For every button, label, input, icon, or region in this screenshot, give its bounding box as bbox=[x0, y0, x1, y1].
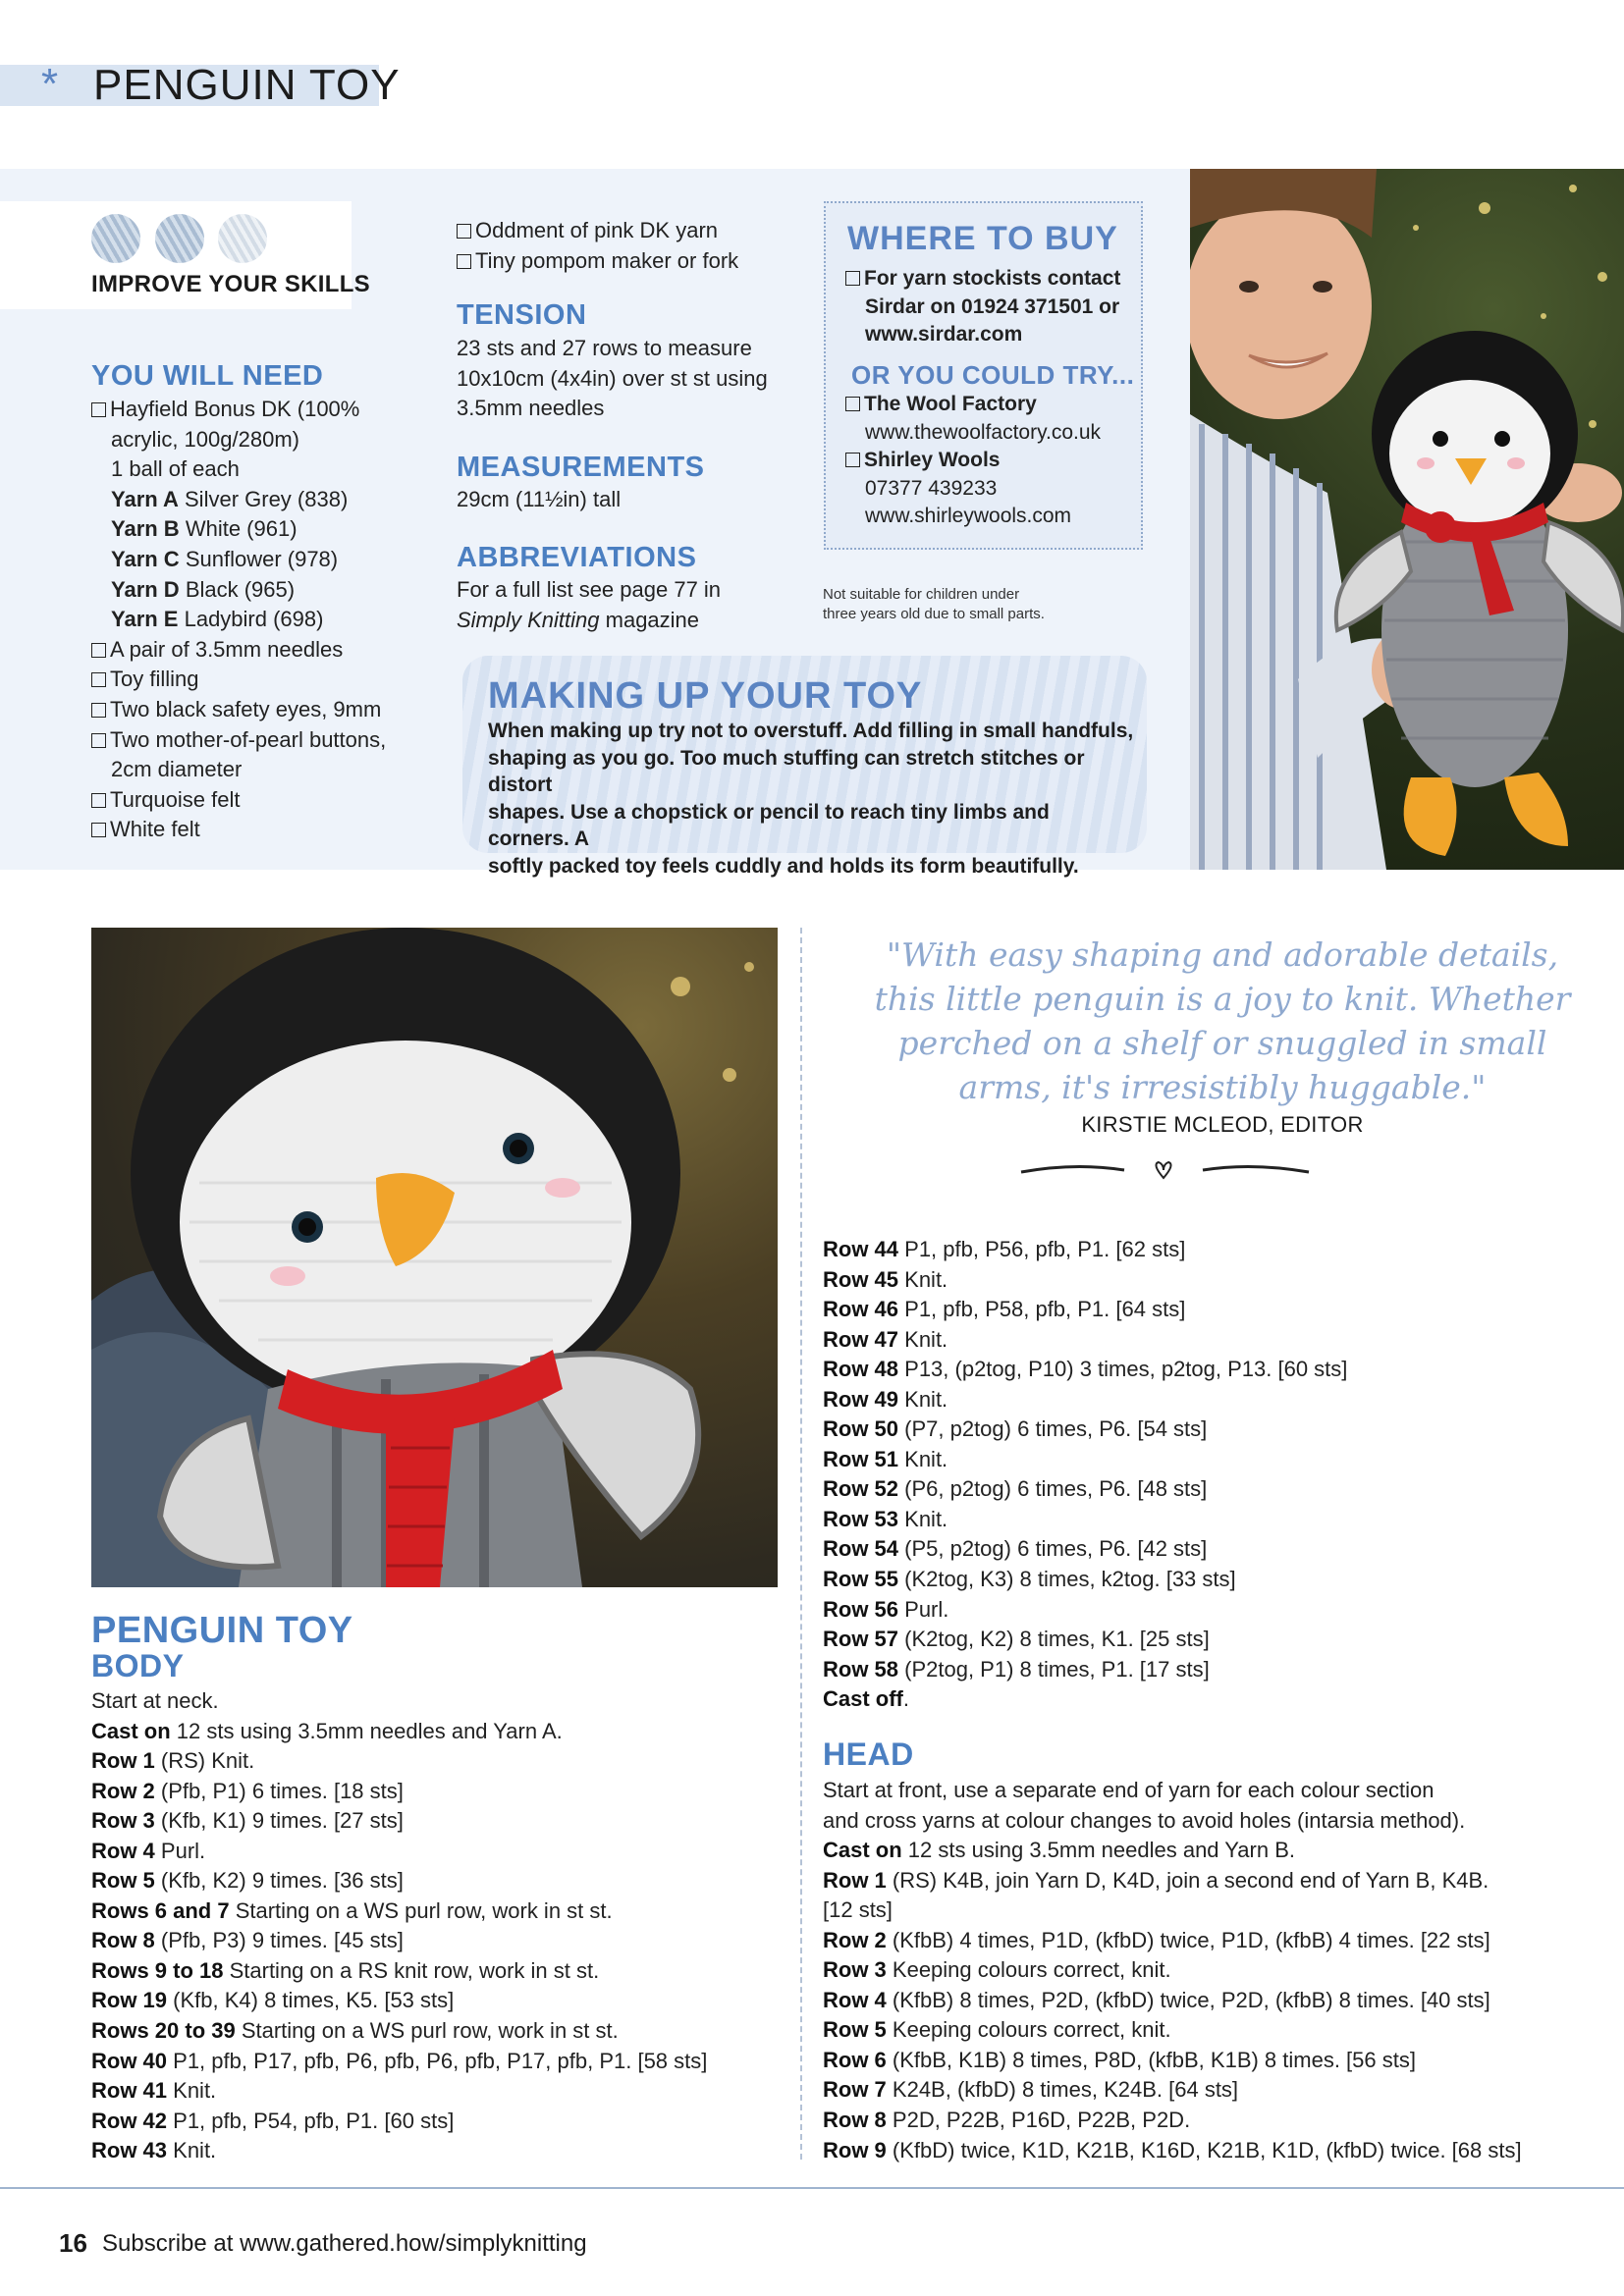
row-label: Row 57 bbox=[823, 1627, 899, 1652]
instruction-row bbox=[91, 2076, 788, 2107]
instruction-row bbox=[823, 1955, 1608, 1986]
instruction-row bbox=[91, 1956, 788, 1987]
row-text: Purl. bbox=[898, 1596, 949, 1622]
row-text: (KfbB) 4 times, P1D, (kfbD) twice, P1D, (kfbB) 4 times. [22 sts] bbox=[886, 1927, 1490, 1952]
photo-boy-holding-penguin bbox=[1190, 169, 1624, 870]
row-text: Start at neck. bbox=[91, 1688, 219, 1713]
row-text: (P6, p2tog) 6 times, P6. [48 sts] bbox=[898, 1476, 1208, 1502]
instruction-row bbox=[823, 1655, 1608, 1685]
alternative-stockists bbox=[845, 391, 1140, 531]
row-text: (P5, p2tog) 6 times, P6. [42 sts] bbox=[898, 1536, 1208, 1562]
material-text: A pair of 3.5mm needles bbox=[110, 636, 344, 662]
row-text: Starting on a RS knit row, work in st st. bbox=[223, 1957, 600, 1983]
pattern-title: PENGUIN TOY bbox=[91, 1610, 353, 1651]
material-text: Hayfield Bonus DK (100% bbox=[110, 397, 360, 421]
row-text: (KfbB) 8 times, P2D, (kfbD) twice, P2D, (kfbB) 8 times. [40 sts] bbox=[886, 1987, 1490, 2012]
abbreviations-line: Simply Knitting magazine bbox=[457, 607, 700, 632]
stockist-detail: 07377 439233 bbox=[865, 476, 998, 500]
skills-label: IMPROVE YOUR SKILLS bbox=[91, 271, 370, 297]
material-item bbox=[91, 395, 406, 425]
material-item bbox=[91, 605, 406, 635]
footer-rule bbox=[0, 2187, 1624, 2189]
row-text: Knit. bbox=[898, 1446, 948, 1471]
checkbox-icon bbox=[845, 397, 860, 411]
instruction-row bbox=[823, 1534, 1608, 1565]
material-text: 2cm diameter bbox=[111, 757, 243, 782]
row-text: (RS) Knit. bbox=[154, 1748, 255, 1774]
row-text: (RS) K4B, join Yarn D, K4D, join a second end of Yarn B, K4B. bbox=[886, 1867, 1489, 1893]
measurements-heading: MEASUREMENTS bbox=[457, 452, 705, 483]
row-text: (Kfb, K1) 9 times. [27 sts] bbox=[154, 1808, 404, 1834]
stockist-text: www.sirdar.com bbox=[865, 323, 1023, 346]
material-item bbox=[91, 695, 406, 725]
instruction-row bbox=[91, 2047, 788, 2077]
row-text: [12 sts] bbox=[823, 1897, 893, 1923]
row-label: Row 44 bbox=[823, 1237, 899, 1261]
stockist-text: Sirdar on 01924 371501 or bbox=[865, 294, 1120, 318]
instruction-row bbox=[823, 1385, 1608, 1415]
body-instructions bbox=[91, 1686, 788, 2166]
row-label: Row 49 bbox=[823, 1386, 899, 1412]
tension-heading: TENSION bbox=[457, 299, 587, 331]
making-up-heading: MAKING UP YOUR TOY bbox=[488, 675, 923, 717]
row-label: Row 42 bbox=[91, 2108, 168, 2133]
yarn-label: Yarn A bbox=[111, 486, 179, 511]
row-label: Row 46 bbox=[823, 1297, 899, 1322]
row-label: Row 47 bbox=[823, 1326, 899, 1352]
row-label: Row 5 bbox=[91, 1868, 155, 1894]
row-label: Row 9 bbox=[823, 2137, 887, 2163]
yarn-ball-icon bbox=[91, 214, 140, 263]
material-item bbox=[91, 665, 406, 695]
instruction-row bbox=[823, 1595, 1608, 1626]
instruction-row bbox=[91, 2136, 788, 2166]
instruction-row bbox=[91, 1926, 788, 1956]
instruction-row bbox=[823, 1836, 1608, 1866]
instruction-row bbox=[91, 1717, 788, 1747]
row-label: Cast on bbox=[91, 1718, 171, 1743]
instruction-row bbox=[91, 1866, 788, 1896]
row-label: Row 55 bbox=[823, 1567, 899, 1592]
instruction-row bbox=[91, 1986, 788, 2016]
row-text: (KfbD) twice, K1D, K21B, K16D, K21B, K1D, (kfbD) twice. [68 sts] bbox=[886, 2137, 1522, 2163]
abbreviations-text bbox=[457, 575, 790, 635]
checkbox-icon bbox=[457, 254, 471, 269]
material-item bbox=[91, 545, 406, 575]
row-label: Row 4 bbox=[91, 1838, 155, 1863]
body-instructions-continued bbox=[823, 1235, 1608, 1715]
making-up-line: softly packed toy feels cuddly and holds its form beautifully. bbox=[488, 854, 1079, 878]
row-label: Row 41 bbox=[91, 2078, 168, 2104]
instruction-row bbox=[823, 1505, 1608, 1535]
row-text: Starting on a WS purl row, work in st st. bbox=[235, 2018, 619, 2044]
instruction-row bbox=[91, 1777, 788, 1807]
column-divider bbox=[800, 928, 802, 2160]
measurement-line: 29cm (11½in) tall bbox=[457, 487, 622, 511]
instruction-row bbox=[823, 1325, 1608, 1356]
safety-note-line: Not suitable for children under bbox=[823, 586, 1020, 603]
instruction-row bbox=[823, 1565, 1608, 1595]
stockist-text: For yarn stockists contact bbox=[864, 267, 1121, 290]
row-label: Row 56 bbox=[823, 1596, 899, 1622]
row-text: (K2tog, K3) 8 times, k2tog. [33 sts] bbox=[898, 1567, 1236, 1592]
material-item bbox=[91, 575, 406, 606]
row-label: Cast off bbox=[823, 1686, 903, 1712]
checkbox-icon bbox=[845, 271, 860, 286]
stockist-detail: www.shirleywools.com bbox=[865, 505, 1072, 527]
instruction-row bbox=[823, 1445, 1608, 1475]
material-text: Black (965) bbox=[179, 576, 296, 602]
page-title: PENGUIN TOY bbox=[93, 61, 401, 109]
tension-line: 3.5mm needles bbox=[457, 396, 605, 421]
row-label: Rows 9 to 18 bbox=[91, 1957, 224, 1983]
row-text: (K2tog, K2) 8 times, K1. [25 sts] bbox=[898, 1627, 1210, 1652]
row-text: (Kfb, K2) 9 times. [36 sts] bbox=[154, 1868, 404, 1894]
tension-text bbox=[457, 334, 790, 424]
checkbox-icon bbox=[845, 453, 860, 467]
instruction-row bbox=[823, 1625, 1608, 1655]
row-label: Row 8 bbox=[823, 2108, 887, 2133]
abbreviations-line: For a full list see page 77 in bbox=[457, 577, 722, 602]
material-text: White felt bbox=[110, 817, 200, 842]
checkbox-icon bbox=[457, 224, 471, 239]
material-item bbox=[457, 216, 781, 246]
row-text: (Pfb, P3) 9 times. [45 sts] bbox=[154, 1928, 404, 1953]
row-label: Row 51 bbox=[823, 1446, 899, 1471]
row-text: (KfbB, K1B) 8 times, P8D, (kfbB, K1B) 8 times. [56 sts] bbox=[886, 2047, 1416, 2072]
instruction-row bbox=[91, 2107, 788, 2137]
making-up-line: When making up try not to overstuff. Add filling in small handfuls, bbox=[488, 720, 1134, 742]
instruction-row bbox=[823, 1474, 1608, 1505]
safety-note bbox=[823, 585, 1045, 624]
row-text: Starting on a WS purl row, work in st st. bbox=[229, 1897, 613, 1923]
alternatives-heading: OR YOU COULD TRY... bbox=[851, 360, 1135, 390]
material-text: Turquoise felt bbox=[110, 786, 241, 812]
row-text: . bbox=[902, 1686, 910, 1712]
instruction-row bbox=[91, 1746, 788, 1777]
making-up-line: shapes. Use a chopstick or pencil to reach tiny limbs and corners. A bbox=[488, 800, 1050, 850]
row-text: P2D, P22B, P16D, P22B, P2D. bbox=[886, 2108, 1191, 2133]
row-label: Row 3 bbox=[91, 1808, 155, 1834]
yarn-ball-icon bbox=[155, 214, 204, 263]
photo-penguin-closeup bbox=[91, 928, 778, 1587]
material-text: Ladybird (698) bbox=[178, 607, 324, 632]
magazine-name: Simply Knitting bbox=[457, 607, 600, 632]
making-up-line: shaping as you go. Too much stuffing can stretch stitches or distort bbox=[488, 746, 1085, 796]
material-text: Toy filling bbox=[110, 667, 199, 692]
material-text: Two black safety eyes, 9mm bbox=[110, 696, 382, 721]
quote-attribution: KIRSTIE MCLEOD, EDITOR bbox=[1081, 1112, 1364, 1137]
instruction-row bbox=[823, 1295, 1608, 1325]
instruction-row bbox=[823, 1355, 1608, 1385]
instruction-row bbox=[823, 1415, 1608, 1445]
stockist-name bbox=[845, 447, 1140, 475]
stockist-contact bbox=[845, 265, 1140, 349]
checkbox-icon bbox=[91, 733, 106, 748]
yarn-label: Yarn D bbox=[111, 576, 180, 602]
flourish-ornament bbox=[1016, 1150, 1311, 1190]
instruction-row bbox=[823, 1265, 1608, 1296]
page-number: 16 bbox=[59, 2228, 87, 2258]
instruction-row bbox=[823, 1235, 1608, 1265]
you-will-need-heading: YOU WILL NEED bbox=[91, 360, 324, 392]
row-text: Purl. bbox=[154, 1838, 206, 1863]
row-label: Row 4 bbox=[823, 1987, 887, 2012]
tension-line: 23 sts and 27 rows to measure bbox=[457, 336, 752, 360]
row-label: Row 2 bbox=[823, 1927, 887, 1952]
row-label: Row 5 bbox=[823, 2017, 887, 2043]
row-label: Rows 20 to 39 bbox=[91, 2018, 236, 2044]
instruction-row bbox=[91, 1837, 788, 1867]
quote-line: perched on a shelf or snuggled in small bbox=[897, 1024, 1547, 1062]
yarn-label: Yarn E bbox=[111, 607, 179, 632]
making-up-text bbox=[488, 718, 1136, 880]
stockist-name-text: The Wool Factory bbox=[864, 393, 1037, 415]
row-text: P1, pfb, P54, pfb, P1. [60 sts] bbox=[167, 2108, 455, 2133]
row-label: Row 2 bbox=[91, 1778, 155, 1803]
row-label: Row 58 bbox=[823, 1656, 899, 1682]
material-text: Tiny pompom maker or fork bbox=[475, 247, 739, 273]
instruction-row bbox=[823, 2136, 1608, 2166]
row-text: Knit. bbox=[898, 1506, 948, 1531]
row-label: Row 7 bbox=[823, 2077, 887, 2103]
checkbox-icon bbox=[91, 402, 106, 417]
row-text: P1, pfb, P17, pfb, P6, pfb, P6, pfb, P17, pfb, P1. [58 sts] bbox=[167, 2048, 708, 2073]
material-item bbox=[91, 815, 406, 845]
row-text: Keeping colours correct, knit. bbox=[886, 2017, 1171, 2043]
instruction-row bbox=[823, 1896, 1608, 1926]
row-label: Row 1 bbox=[823, 1867, 887, 1893]
row-text: (Pfb, P1) 6 times. [18 sts] bbox=[154, 1778, 404, 1803]
checkbox-icon bbox=[91, 643, 106, 658]
instruction-row bbox=[91, 1806, 788, 1837]
stockist-detail: www.thewoolfactory.co.uk bbox=[865, 420, 1102, 444]
instruction-row bbox=[823, 1806, 1608, 1837]
row-label: Row 53 bbox=[823, 1506, 899, 1531]
where-to-buy-heading: WHERE TO BUY bbox=[847, 220, 1118, 257]
checkbox-icon bbox=[91, 823, 106, 837]
row-label: Row 3 bbox=[823, 1957, 887, 1983]
instruction-row bbox=[823, 1926, 1608, 1956]
instruction-row bbox=[91, 2016, 788, 2047]
row-label: Row 43 bbox=[91, 2138, 168, 2163]
stockist-line bbox=[845, 294, 1140, 322]
material-text: acrylic, 100g/280m) bbox=[111, 426, 299, 452]
instruction-row bbox=[823, 2046, 1608, 2076]
row-label: Row 19 bbox=[91, 1988, 168, 2013]
row-label: Row 54 bbox=[823, 1536, 899, 1562]
material-item bbox=[91, 635, 406, 666]
material-item bbox=[91, 454, 406, 485]
tension-line: 10x10cm (4x4in) over st st using bbox=[457, 365, 768, 391]
material-item bbox=[91, 785, 406, 816]
yarn-label: Yarn B bbox=[111, 516, 180, 542]
instruction-row bbox=[823, 2106, 1608, 2136]
head-heading: HEAD bbox=[823, 1736, 914, 1772]
yarn-label: Yarn C bbox=[111, 546, 180, 571]
material-item bbox=[91, 755, 406, 785]
yarn-ball-icon bbox=[218, 214, 267, 263]
material-text: 1 ball of each bbox=[111, 456, 240, 482]
instruction-row bbox=[823, 1776, 1608, 1806]
row-text: P1, pfb, P56, pfb, P1. [62 sts] bbox=[898, 1237, 1186, 1261]
row-text: (P7, p2tog) 6 times, P6. [54 sts] bbox=[898, 1416, 1208, 1442]
row-label: Rows 6 and 7 bbox=[91, 1897, 230, 1923]
row-text: K24B, (kfbD) 8 times, K24B. [64 sts] bbox=[886, 2077, 1239, 2103]
row-label: Cast on bbox=[823, 1838, 902, 1863]
head-instructions bbox=[823, 1776, 1608, 2165]
material-text: White (961) bbox=[179, 516, 298, 542]
stockist-line bbox=[845, 265, 1140, 294]
row-text: (Kfb, K4) 8 times, K5. [53 sts] bbox=[167, 1988, 455, 2013]
quote-line: arms, it's irresistibly huggable." bbox=[958, 1068, 1487, 1106]
row-text: P1, pfb, P58, pfb, P1. [64 sts] bbox=[898, 1297, 1186, 1322]
stockist-name bbox=[845, 391, 1140, 419]
quote-line: "With easy shaping and adorable details, bbox=[886, 935, 1559, 974]
material-item bbox=[91, 425, 406, 455]
asterisk-icon: * bbox=[41, 60, 59, 108]
material-text: Oddment of pink DK yarn bbox=[475, 218, 719, 242]
safety-note-line: three years old due to small parts. bbox=[823, 606, 1045, 622]
row-label: Row 6 bbox=[823, 2047, 887, 2072]
material-item bbox=[91, 514, 406, 545]
material-text: Silver Grey (838) bbox=[178, 486, 349, 511]
subscribe-link[interactable]: Subscribe at www.gathered.how/simplyknitting bbox=[102, 2230, 587, 2257]
instruction-row bbox=[823, 2015, 1608, 2046]
instruction-row bbox=[823, 1866, 1608, 1896]
extra-materials-list bbox=[457, 216, 781, 276]
row-label: Row 50 bbox=[823, 1416, 899, 1442]
row-text: 12 sts using 3.5mm needles and Yarn A. bbox=[170, 1718, 563, 1743]
stockist-line bbox=[845, 321, 1140, 349]
quote-line: this little penguin is a joy to knit. Whether bbox=[874, 980, 1571, 1018]
row-text: Knit. bbox=[898, 1326, 948, 1352]
row-text: (P2tog, P1) 8 times, P1. [17 sts] bbox=[898, 1656, 1210, 1682]
material-item bbox=[91, 485, 406, 515]
row-text: Keeping colours correct, knit. bbox=[886, 1957, 1171, 1983]
instruction-row bbox=[91, 1686, 788, 1717]
row-label: Row 40 bbox=[91, 2048, 168, 2073]
row-label: Row 8 bbox=[91, 1928, 155, 1953]
body-heading: BODY bbox=[91, 1648, 185, 1683]
row-label: Row 45 bbox=[823, 1266, 899, 1292]
row-text: Start at front, use a separate end of yarn for each colour section bbox=[823, 1778, 1435, 1802]
material-item bbox=[91, 725, 406, 756]
measurements-text bbox=[457, 485, 790, 515]
checkbox-icon bbox=[91, 703, 106, 718]
material-text: Sunflower (978) bbox=[179, 546, 339, 571]
instruction-row bbox=[823, 2075, 1608, 2106]
row-label: Row 52 bbox=[823, 1476, 899, 1502]
abbreviations-heading: ABBREVIATIONS bbox=[457, 542, 697, 573]
row-text: Knit. bbox=[898, 1386, 948, 1412]
row-text: 12 sts using 3.5mm needles and Yarn B. bbox=[901, 1838, 1295, 1863]
checkbox-icon bbox=[91, 793, 106, 808]
editor-quote bbox=[830, 933, 1615, 1109]
stockist-name-text: Shirley Wools bbox=[864, 449, 1001, 471]
material-text: Two mother-of-pearl buttons, bbox=[110, 726, 387, 752]
row-text: Knit. bbox=[167, 2078, 217, 2104]
instruction-row bbox=[823, 1986, 1608, 2016]
checkbox-icon bbox=[91, 672, 106, 687]
row-label: Row 1 bbox=[91, 1748, 155, 1774]
row-label: Row 48 bbox=[823, 1357, 899, 1382]
materials-list bbox=[91, 395, 406, 845]
row-text: and cross yarns at colour changes to avoid holes (intarsia method). bbox=[823, 1807, 1466, 1833]
instruction-row bbox=[823, 1684, 1608, 1715]
row-text: Knit. bbox=[898, 1266, 948, 1292]
row-text: Knit. bbox=[167, 2138, 217, 2163]
row-text: P13, (p2tog, P10) 3 times, p2tog, P13. [60 sts] bbox=[898, 1357, 1348, 1382]
material-item bbox=[457, 246, 781, 277]
instruction-row bbox=[91, 1896, 788, 1927]
